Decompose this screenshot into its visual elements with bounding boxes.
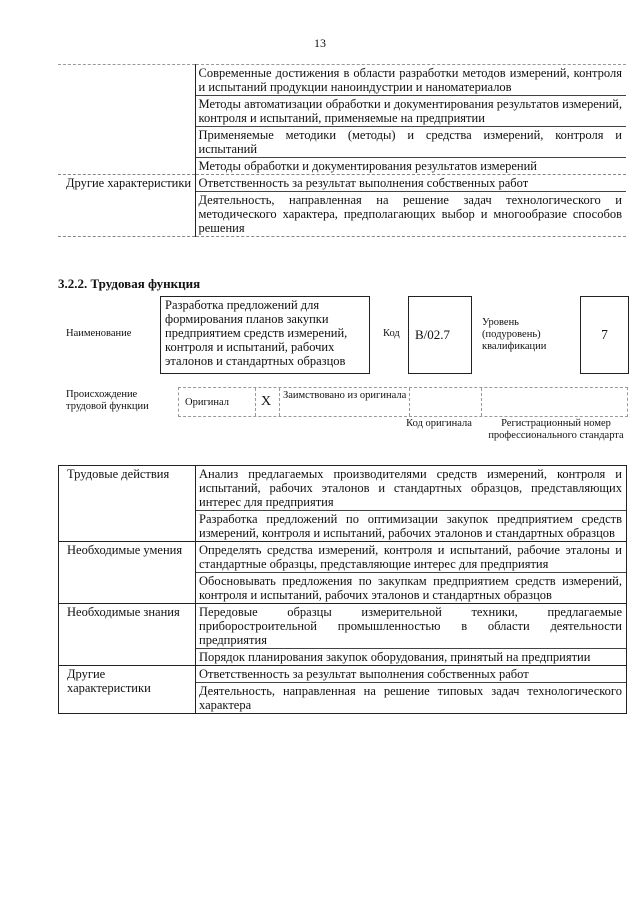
table-row	[59, 666, 627, 714]
table-row	[59, 542, 627, 604]
origin-mark: X	[261, 394, 272, 409]
code-value: B/02.7	[415, 327, 451, 342]
table-row	[58, 175, 626, 237]
row-label: Другие характеристики	[58, 175, 195, 237]
list-item: Методы обработки и документирования результатов измерений	[198, 159, 537, 173]
row-label	[58, 65, 195, 175]
origin-original: Оригинал	[185, 397, 229, 408]
function-name: Разработка предложений для формирования планов закупки предприятием средств измерений, контроля и испытаний, рабочих эталонов и стандартных образцов	[165, 298, 348, 368]
list-item: Современные достижения в области разработки методов измерений, контроля и испытаний продукции наноиндустрии и наноматериалов	[196, 65, 627, 96]
list-item: Порядок планирования закупок оборудования, принятый на предприятии	[199, 650, 591, 664]
list-item: Разработка предложений по оптимизации закупок предприятием средств измерений, контроля и испытаний, рабочих эталонов и стандартных образцов	[199, 512, 622, 540]
list-item: Ответственность за результат выполнения собственных работ	[196, 666, 626, 683]
row-label: Трудовые действия	[59, 466, 196, 542]
level-box	[580, 296, 629, 374]
table-row	[59, 466, 627, 542]
origin-row	[178, 387, 628, 417]
list-item: Анализ предлагаемых производителями средств измерений, контроля и испытаний, рабочих эталонов и стандартных образцов, представляющих интерес для предприятия	[196, 466, 626, 511]
level-label: Уровень (подуровень) квалификации	[482, 317, 547, 352]
level-value: 7	[601, 327, 608, 342]
origin-label: Происхождение трудовой функции	[66, 389, 149, 412]
list-item: Обосновывать предложения по закупкам предприятием средств измерений, контроля и испытаний, рабочих эталонов и стандартных образцов	[199, 574, 622, 602]
competency-table-continued	[58, 64, 626, 237]
function-name-box	[160, 296, 370, 374]
reg-number-caption: Регистрационный номер профессионального стандарта	[488, 418, 624, 441]
origin-borrowed: Заимствовано из оригинала	[283, 390, 407, 401]
list-item: Деятельность, направленная на решение задач технологического и методического характера, предполагающих выбор и многообразие способов решения	[198, 193, 622, 235]
row-label: Необходимые умения	[59, 542, 196, 604]
list-item: Передовые образцы измерительной техники, предлагаемые приборостроительной промышленностью в области деятельности предприятия	[196, 604, 626, 649]
code-label: Код	[383, 328, 400, 339]
section-heading: 3.2.2. Трудовая функция	[58, 276, 201, 291]
list-item: Деятельность, направленная на решение типовых задач технологического характера	[199, 684, 622, 712]
list-item: Ответственность за результат выполнения собственных работ	[196, 175, 627, 192]
page-number: 13	[314, 36, 326, 50]
list-item: Определять средства измерений, контроля и испытаний, рабочие эталоны и стандартные образцы, представляющие интерес для предприятия	[196, 542, 626, 573]
name-label: Наименование	[66, 328, 132, 339]
list-item: Применяемые методики (методы) и средства измерений, контроля и испытаний	[196, 127, 627, 158]
table-row	[58, 65, 626, 175]
code-original-caption: Код оригинала	[406, 418, 472, 429]
row-label: Другие характеристики	[59, 666, 196, 714]
row-label: Необходимые знания	[59, 604, 196, 666]
function-details-table	[58, 465, 627, 714]
list-item: Методы автоматизации обработки и документирования результатов измерений, контроля и испытаний, применяемые на предприятии	[196, 96, 627, 127]
table-row	[59, 604, 627, 666]
code-box	[408, 296, 472, 374]
